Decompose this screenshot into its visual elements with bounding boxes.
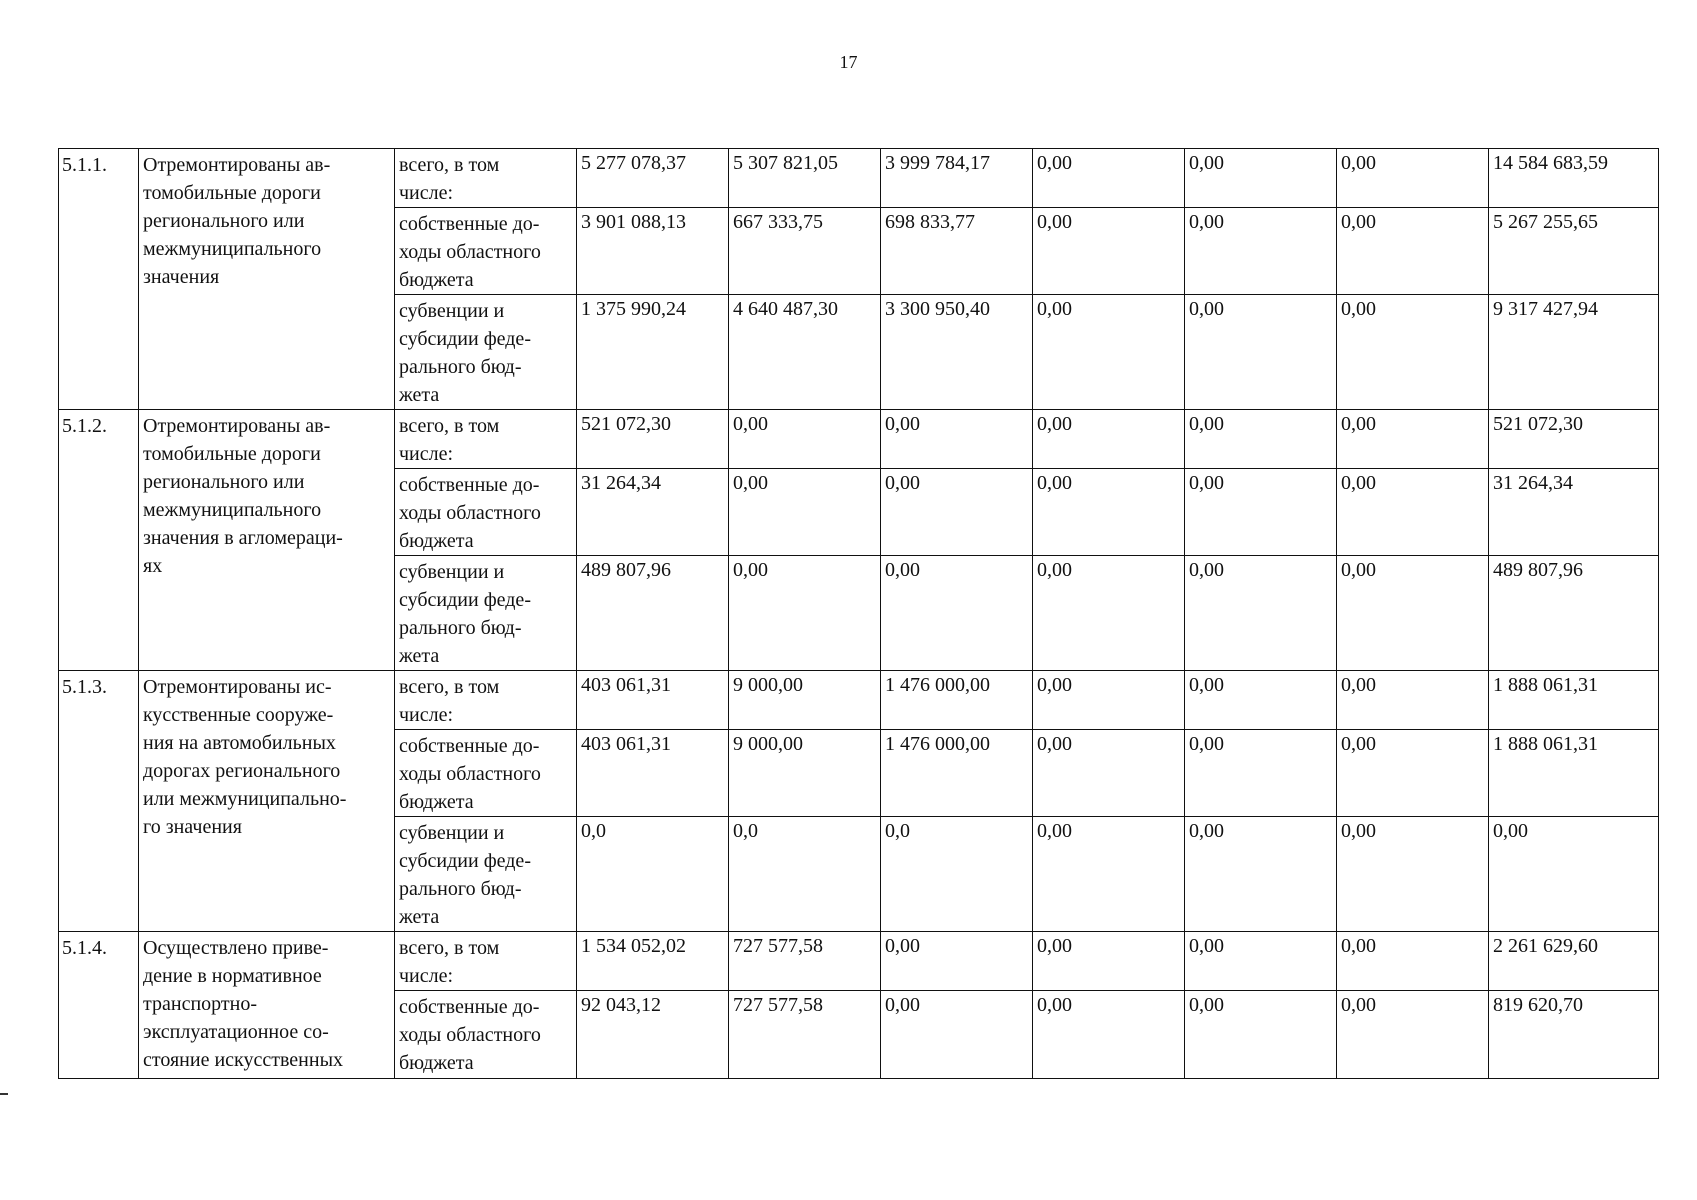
funding-source: всего, в том числе: — [395, 149, 577, 208]
amount-cell: 0,00 — [1185, 556, 1337, 671]
amount-cell: 0,00 — [1033, 556, 1185, 671]
amount-cell: 403 061,31 — [577, 671, 729, 730]
amount-cell: 1 476 000,00 — [881, 730, 1033, 817]
amount-cell: 403 061,31 — [577, 730, 729, 817]
amount-cell: 0,00 — [1337, 469, 1489, 556]
total-value-cell: 2 261 629,60 — [1489, 932, 1659, 991]
item-code: 5.1.4. — [59, 932, 139, 1079]
amount-cell: 0,00 — [1033, 410, 1185, 469]
funding-source: субвенции и субсидии феде- рального бюд- жета — [395, 556, 577, 671]
amount-cell: 0,00 — [1337, 295, 1489, 410]
amount-cell: 0,00 — [729, 556, 881, 671]
amount-cell: 0,00 — [729, 469, 881, 556]
amount-cell: 0,00 — [1185, 817, 1337, 932]
amount-cell: 0,00 — [729, 410, 881, 469]
total-value-cell: 5 267 255,65 — [1489, 208, 1659, 295]
amount-cell: 0,0 — [729, 817, 881, 932]
amount-cell: 3 300 950,40 — [881, 295, 1033, 410]
amount-cell: 0,00 — [1337, 410, 1489, 469]
amount-cell: 0,00 — [881, 991, 1033, 1079]
amount-cell: 0,00 — [1185, 469, 1337, 556]
item-code: 5.1.1. — [59, 149, 139, 410]
amount-cell: 3 999 784,17 — [881, 149, 1033, 208]
table-row — [59, 671, 1659, 730]
amount-cell: 0,00 — [1185, 730, 1337, 817]
item-description: Отремонтированы ис- кусственные сооруже- ния на автомобильных дорогах регионального или межмуниципально- го значения — [139, 671, 395, 932]
total-value-cell: 819 620,70 — [1489, 991, 1659, 1079]
page-number: 17 — [839, 52, 858, 72]
amount-cell: 521 072,30 — [577, 410, 729, 469]
item-description: Осуществлено приве- дение в нормативное транспортно- эксплуатационное со- стояние искусственных — [139, 932, 395, 1079]
funding-source: всего, в том числе: — [395, 932, 577, 991]
amount-cell: 0,00 — [881, 469, 1033, 556]
amount-cell: 0,00 — [881, 556, 1033, 671]
total-value-cell: 1 888 061,31 — [1489, 730, 1659, 817]
amount-cell: 92 043,12 — [577, 991, 729, 1079]
amount-cell: 0,00 — [1185, 991, 1337, 1079]
table-body — [59, 149, 1659, 1079]
budget-table — [58, 148, 1659, 1079]
amount-cell: 0,00 — [1033, 208, 1185, 295]
amount-cell: 0,00 — [881, 410, 1033, 469]
amount-cell: 9 000,00 — [729, 730, 881, 817]
amount-cell: 0,00 — [1185, 208, 1337, 295]
amount-cell: 0,00 — [1033, 932, 1185, 991]
amount-cell: 0,00 — [1033, 295, 1185, 410]
amount-cell: 0,00 — [1033, 991, 1185, 1079]
table-row — [59, 149, 1659, 208]
funding-source: собственные до- ходы областного бюджета — [395, 991, 577, 1079]
amount-cell: 0,00 — [1337, 817, 1489, 932]
funding-source: субвенции и субсидии феде- рального бюд- жета — [395, 295, 577, 410]
amount-cell: 0,00 — [1337, 556, 1489, 671]
amount-cell: 0,00 — [1033, 817, 1185, 932]
total-value-cell: 489 807,96 — [1489, 556, 1659, 671]
amount-cell: 9 000,00 — [729, 671, 881, 730]
item-description: Отремонтированы ав- томобильные дороги регионального или межмуниципального значения — [139, 149, 395, 410]
amount-cell: 0,00 — [1337, 208, 1489, 295]
amount-cell: 0,00 — [1337, 932, 1489, 991]
amount-cell: 1 375 990,24 — [577, 295, 729, 410]
amount-cell: 3 901 088,13 — [577, 208, 729, 295]
amount-cell: 0,00 — [1185, 149, 1337, 208]
amount-cell: 4 640 487,30 — [729, 295, 881, 410]
total-value-cell: 1 888 061,31 — [1489, 671, 1659, 730]
total-value-cell: 9 317 427,94 — [1489, 295, 1659, 410]
amount-cell: 727 577,58 — [729, 932, 881, 991]
amount-cell: 667 333,75 — [729, 208, 881, 295]
amount-cell: 0,00 — [1033, 730, 1185, 817]
amount-cell: 0,0 — [577, 817, 729, 932]
amount-cell: 0,00 — [1033, 149, 1185, 208]
amount-cell: 0,00 — [1033, 469, 1185, 556]
total-value-cell: 31 264,34 — [1489, 469, 1659, 556]
amount-cell: 0,0 — [881, 817, 1033, 932]
amount-cell: 0,00 — [1185, 295, 1337, 410]
amount-cell: 5 277 078,37 — [577, 149, 729, 208]
funding-source: всего, в том числе: — [395, 410, 577, 469]
total-value-cell: 14 584 683,59 — [1489, 149, 1659, 208]
amount-cell: 0,00 — [1185, 932, 1337, 991]
margin-mark — [0, 1093, 8, 1095]
funding-source: собственные до- ходы областного бюджета — [395, 730, 577, 817]
amount-cell: 0,00 — [1337, 991, 1489, 1079]
amount-cell: 0,00 — [1337, 671, 1489, 730]
amount-cell: 698 833,77 — [881, 208, 1033, 295]
amount-cell: 0,00 — [1033, 671, 1185, 730]
item-code: 5.1.3. — [59, 671, 139, 932]
funding-source: всего, в том числе: — [395, 671, 577, 730]
item-description: Отремонтированы ав- томобильные дороги регионального или межмуниципального значения в агломераци- ях — [139, 410, 395, 671]
total-value-cell: 0,00 — [1489, 817, 1659, 932]
table-row — [59, 932, 1659, 991]
amount-cell: 5 307 821,05 — [729, 149, 881, 208]
amount-cell: 0,00 — [1337, 730, 1489, 817]
amount-cell: 0,00 — [1185, 410, 1337, 469]
funding-source: субвенции и субсидии феде- рального бюд- жета — [395, 817, 577, 932]
amount-cell: 0,00 — [881, 932, 1033, 991]
amount-cell: 0,00 — [1337, 149, 1489, 208]
item-code: 5.1.2. — [59, 410, 139, 671]
total-value-cell: 521 072,30 — [1489, 410, 1659, 469]
amount-cell: 1 476 000,00 — [881, 671, 1033, 730]
table-row — [59, 410, 1659, 469]
amount-cell: 1 534 052,02 — [577, 932, 729, 991]
amount-cell: 31 264,34 — [577, 469, 729, 556]
amount-cell: 0,00 — [1185, 671, 1337, 730]
funding-source: собственные до- ходы областного бюджета — [395, 208, 577, 295]
funding-source: собственные до- ходы областного бюджета — [395, 469, 577, 556]
amount-cell: 727 577,58 — [729, 991, 881, 1079]
amount-cell: 489 807,96 — [577, 556, 729, 671]
